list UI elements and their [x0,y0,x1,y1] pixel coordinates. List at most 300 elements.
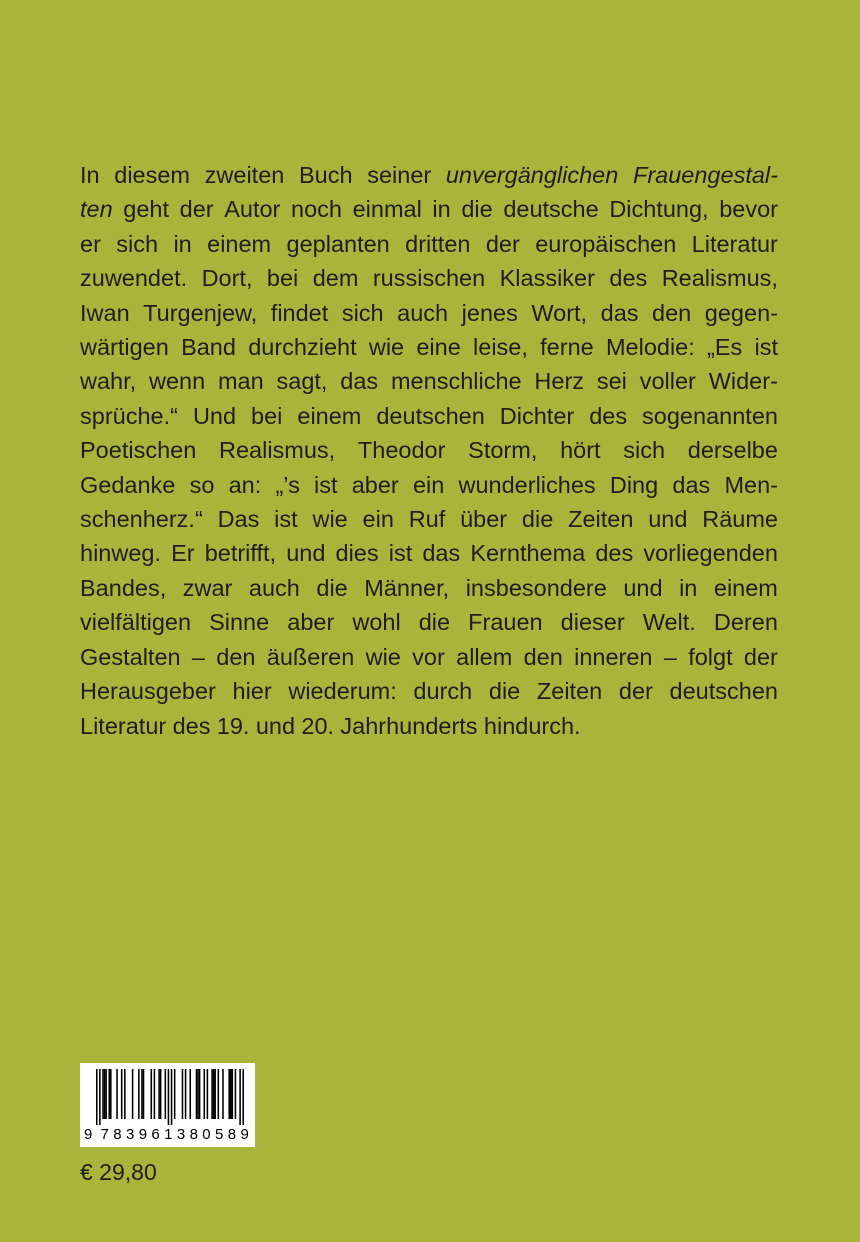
barcode-bar [203,1069,205,1119]
barcode-guard-bar [242,1069,244,1125]
text: Band [181,334,236,361]
text: einem [297,402,362,429]
text: des [609,265,648,292]
blurb-word [589,399,627,433]
blurb-word [219,433,335,467]
isbn-first-digit: 9 [84,1126,93,1143]
text: russischen [372,265,486,292]
text: 19. [216,712,250,739]
blurb-word [80,399,178,433]
text: wohl [352,609,401,636]
text: in [432,196,451,223]
text: Deren [713,609,778,636]
barcode-guard-bar [168,1069,170,1125]
text: hört [560,437,601,464]
blurb-word [369,330,404,364]
text: ferne [540,334,594,361]
blurb-line [80,433,778,467]
text: Theodor [357,437,446,464]
blurb-word [80,502,203,536]
text: gegen- [704,299,778,326]
blurb-word [468,605,542,639]
text: vorliegenden [643,540,778,567]
blurb-word [623,571,662,605]
blurb-word [413,468,444,502]
blurb-word [217,709,250,743]
blurb-word [143,296,257,330]
blurb-word [116,227,158,261]
blurb-line [80,468,778,502]
blurb-word [251,399,282,433]
blurb-word [288,674,396,708]
barcode-bar [154,1069,156,1119]
blurb-word [422,536,460,570]
blurb-line [80,330,778,364]
blurb-word [80,674,216,708]
text: bei [251,402,283,429]
text: Gedanke [80,471,176,498]
blurb-word [216,640,255,674]
text: deutschen [669,678,778,705]
text: voller [639,368,696,395]
blurb-word [679,571,697,605]
blurb-word [149,364,205,398]
text: Storm, [468,437,538,464]
blurb-word [462,296,518,330]
text: er [80,230,101,257]
text: vielfältigen [80,609,192,636]
blurb-word [287,605,334,639]
text: Sinne [209,609,270,636]
text: die [461,196,493,223]
text: äußeren [266,643,355,670]
blurb-word [664,640,677,674]
blurb-word [171,536,195,570]
text: der [485,230,520,257]
blurb-word [707,330,742,364]
blurb-word [352,468,399,502]
text: Ding [609,471,659,498]
text: deutsche [503,196,599,223]
blurb-word [397,296,448,330]
text: den [216,643,256,670]
barcode-bar [174,1069,176,1119]
text: ein [412,471,445,498]
barcode-bar [189,1069,191,1119]
text: Realismus, [661,265,778,292]
blurb-word [80,468,175,502]
blurb-word [277,364,328,398]
blurb-word [692,227,778,261]
text: Räume [702,506,778,533]
text: durch [413,678,473,705]
blurb-word [446,158,618,192]
text: man [217,368,264,395]
blurb-word [503,192,598,226]
text: Autor [224,196,281,223]
blurb-word [353,192,422,226]
text: „’s [275,471,300,498]
blurb-word [500,261,595,295]
text: sich [116,230,159,257]
barcode-bar [185,1069,187,1119]
blurb-word [80,227,101,261]
blurb-word [461,192,492,226]
text: den [523,643,563,670]
blurb-word [287,227,390,261]
blurb-word [207,227,271,261]
blurb-word [373,261,485,295]
blurb-word [80,433,196,467]
text: menschliche [390,368,522,395]
barcode-bar [213,1069,215,1119]
barcode-guard-bar [96,1069,98,1125]
price-label: € 29,80 [80,1159,157,1185]
text: des [595,540,634,567]
text: die [521,506,554,533]
blurb-word [340,364,378,398]
blurb-word [173,227,191,261]
blurb-word [193,399,236,433]
blurb-word [484,709,581,743]
blurb-word [364,571,449,605]
text: Wort, [531,299,588,326]
italic-text: Frauengestal- [632,162,778,188]
blurb-word [192,640,205,674]
isbn-digit: 7 [100,1126,109,1143]
blurb-word [670,674,778,708]
blurb-word [560,433,601,467]
text: Männer, [364,574,450,601]
text: geplanten [286,230,390,257]
blurb-word [719,192,778,226]
blurb-word [233,674,272,708]
text: sich [341,299,384,326]
text: und [286,540,326,567]
isbn-digit: 3 [125,1126,135,1143]
blurb-word [409,502,446,536]
text: der [743,643,778,670]
text: über [460,506,508,533]
text: Iwan [80,299,130,326]
text: einem [207,230,272,257]
barcode-bar [207,1069,209,1119]
blurb-word [313,261,359,295]
isbn-digit: 9 [138,1126,148,1143]
text: zuwendet. [80,265,188,292]
blurb-word [470,536,585,570]
blurb-word [744,640,778,674]
text: eine [416,334,461,361]
blurb-line [80,536,778,570]
isbn-left-group [98,1126,174,1144]
barcode-bar [235,1069,237,1119]
text: sprüche.“ [80,402,178,429]
blurb-word [705,296,778,330]
text: Welt. [642,609,696,636]
text: sei [596,368,627,395]
blurb-word [271,296,329,330]
text: und [255,712,296,739]
isbn-digit: 5 [215,1126,224,1143]
blurb-word [524,640,563,674]
blurb-word [473,330,528,364]
blurb-word [80,709,166,743]
blurb-word [312,502,347,536]
blurb-word [500,399,574,433]
text: wiederum: [288,678,397,705]
text: Dichter [499,402,575,429]
text: dritten [405,230,471,257]
isbn-digit: 0 [202,1126,211,1143]
text: – [663,643,677,670]
blurb-word [205,158,285,192]
text: Realismus, [218,437,336,464]
text: bei [266,265,299,292]
text: betrifft, [204,540,277,567]
blurb-word [299,158,353,192]
text: Poetischen [80,437,197,464]
text: Er [171,540,195,567]
barcode-bar [121,1069,123,1119]
blurb-word [181,330,236,364]
text: das [422,540,461,567]
barcode-bar [124,1069,126,1119]
blurb-line [80,158,778,192]
text: Jahrhunderts [340,712,478,739]
text: wunderliches [458,471,596,498]
barcode-bar [105,1069,107,1119]
text: aber [287,609,335,636]
text: jenes [461,299,518,326]
text: Zeiten [536,678,603,705]
blurb-line [80,709,778,743]
text: Das [217,506,260,533]
text: wie [365,643,401,670]
blurb-line [80,192,778,226]
blurb-word [80,640,181,674]
text: vor [412,643,445,670]
isbn-digit: 6 [151,1126,160,1143]
blurb-word [114,158,190,192]
blurb-word [416,330,460,364]
blurb-word [595,536,633,570]
text: einem [713,574,778,601]
blurb-word [267,640,355,674]
text: wahr, [80,368,137,395]
barcode-bar [151,1069,153,1119]
text: dies [335,540,379,567]
blurb-word [376,399,484,433]
text: dem [312,265,359,292]
text: des [172,712,211,739]
text: und [648,506,688,533]
blurb-word [648,502,687,536]
blurb-word [534,364,584,398]
blurb-word [405,227,470,261]
text: der [618,678,653,705]
text: deutschen [376,402,485,429]
blurb-word [358,433,446,467]
text: und [623,574,663,601]
text: die [316,574,348,601]
blurb-word [561,605,625,639]
blurb-word [755,330,779,364]
blurb-word [248,330,356,364]
text: geht [123,196,170,223]
text: Dort, [201,265,253,292]
blurb-word [489,674,520,708]
blurb-word [419,605,450,639]
text: Und [192,402,237,429]
isbn-digit: 3 [176,1126,186,1143]
blurb-word [352,605,400,639]
barcode-bar [102,1069,104,1119]
text: sogenannten [642,402,778,429]
italic-text: unvergänglichen [445,162,619,188]
text: wärtigen [80,334,169,361]
text: folgt [688,643,733,670]
text: Literatur [691,230,778,257]
blurb-word [286,536,325,570]
text: – [191,643,205,670]
text: Men- [724,471,778,498]
text: sagt, [276,368,328,395]
text: Buch [298,162,353,188]
blurb-word [173,709,211,743]
text: in [679,574,698,601]
blurb-word [432,192,450,226]
blurb-word [366,640,401,674]
blurb-word [640,364,696,398]
barcode-bar [108,1069,110,1119]
text: des [589,402,628,429]
text: dieser [560,609,625,636]
barcode-bar [218,1069,220,1119]
text: sich [623,437,666,464]
text: durchzieht [248,334,357,361]
text: das [600,299,639,326]
text: „Es [707,334,743,361]
blurb-word [619,674,653,708]
blurb-word [633,158,778,192]
text: Frauen [468,609,543,636]
blurb-word [642,399,778,433]
text: Turgenjew, [143,299,258,326]
barcode-bar [165,1069,167,1119]
barcode-bar [110,1069,112,1119]
text: hier [232,678,272,705]
text: hinweg. [80,540,161,567]
blurb-word [540,330,594,364]
barcode-bars [96,1069,244,1125]
blurb-word [609,261,647,295]
text: schenherz.“ [80,506,203,533]
blurb-word [218,502,260,536]
blurb-word [568,502,633,536]
text: europäischen [535,230,677,257]
blurb-word [643,605,696,639]
barcode-bar [143,1069,145,1119]
isbn-digit: 8 [227,1126,237,1143]
blurb-line [80,674,778,708]
blurb-word [623,433,665,467]
text: insbesondere [465,574,607,601]
blurb-word [662,261,778,295]
blurb-word [80,261,187,295]
text: auch [248,574,300,601]
blurb-word [609,192,708,226]
text: Herz [534,368,585,395]
barcode-guard-bar [239,1069,241,1125]
blurb-word [537,674,602,708]
blurb-word [316,571,347,605]
text: so [189,471,215,498]
blurb-word [367,158,431,192]
blurb-word [314,468,338,502]
text: Herausgeber [80,678,216,705]
isbn-digit: 8 [189,1126,198,1143]
blurb-word [80,330,169,364]
text: Zeiten [568,506,634,533]
barcode-bar [104,1069,106,1119]
barcode-bar [196,1069,198,1119]
blurb-word [522,502,553,536]
text: Dichtung, [609,196,709,223]
barcode-bar [214,1069,216,1119]
blurb-line [80,399,778,433]
blurb-word [652,296,691,330]
text: 20. [301,712,335,739]
blurb-line [80,571,778,605]
blurb-word [180,192,214,226]
blurb-word [229,468,262,502]
blurb-word [413,674,472,708]
blurb-line [80,227,778,261]
blurb-word [218,364,264,398]
blurb-word [643,536,778,570]
blurb-word [275,468,299,502]
blurb-word [205,536,276,570]
blurb-word [274,502,298,536]
blurb-word [363,502,394,536]
blurb-word [610,468,658,502]
barcode-bar [232,1069,234,1119]
text: ist [274,506,298,533]
blurb-word [702,502,778,536]
blurb-word [123,192,169,226]
text: wenn [148,368,206,395]
text: hindurch. [483,712,581,739]
blurb-word [389,536,413,570]
blurb-word [336,536,379,570]
blurb-word [466,571,607,605]
text: ein [362,506,394,533]
blurb-word [688,640,732,674]
text: der [179,196,214,223]
blurb-line [80,364,778,398]
text: Ruf [408,506,446,533]
blurb-word [209,605,269,639]
text: zwar [182,574,233,601]
blurb-word [301,709,334,743]
blurb-word [80,605,191,639]
text: Melodie: [605,334,695,361]
barcode-bar [141,1069,143,1119]
text: derselbe [687,437,778,464]
blurb-word [724,468,778,502]
barcode-bar [197,1069,199,1119]
